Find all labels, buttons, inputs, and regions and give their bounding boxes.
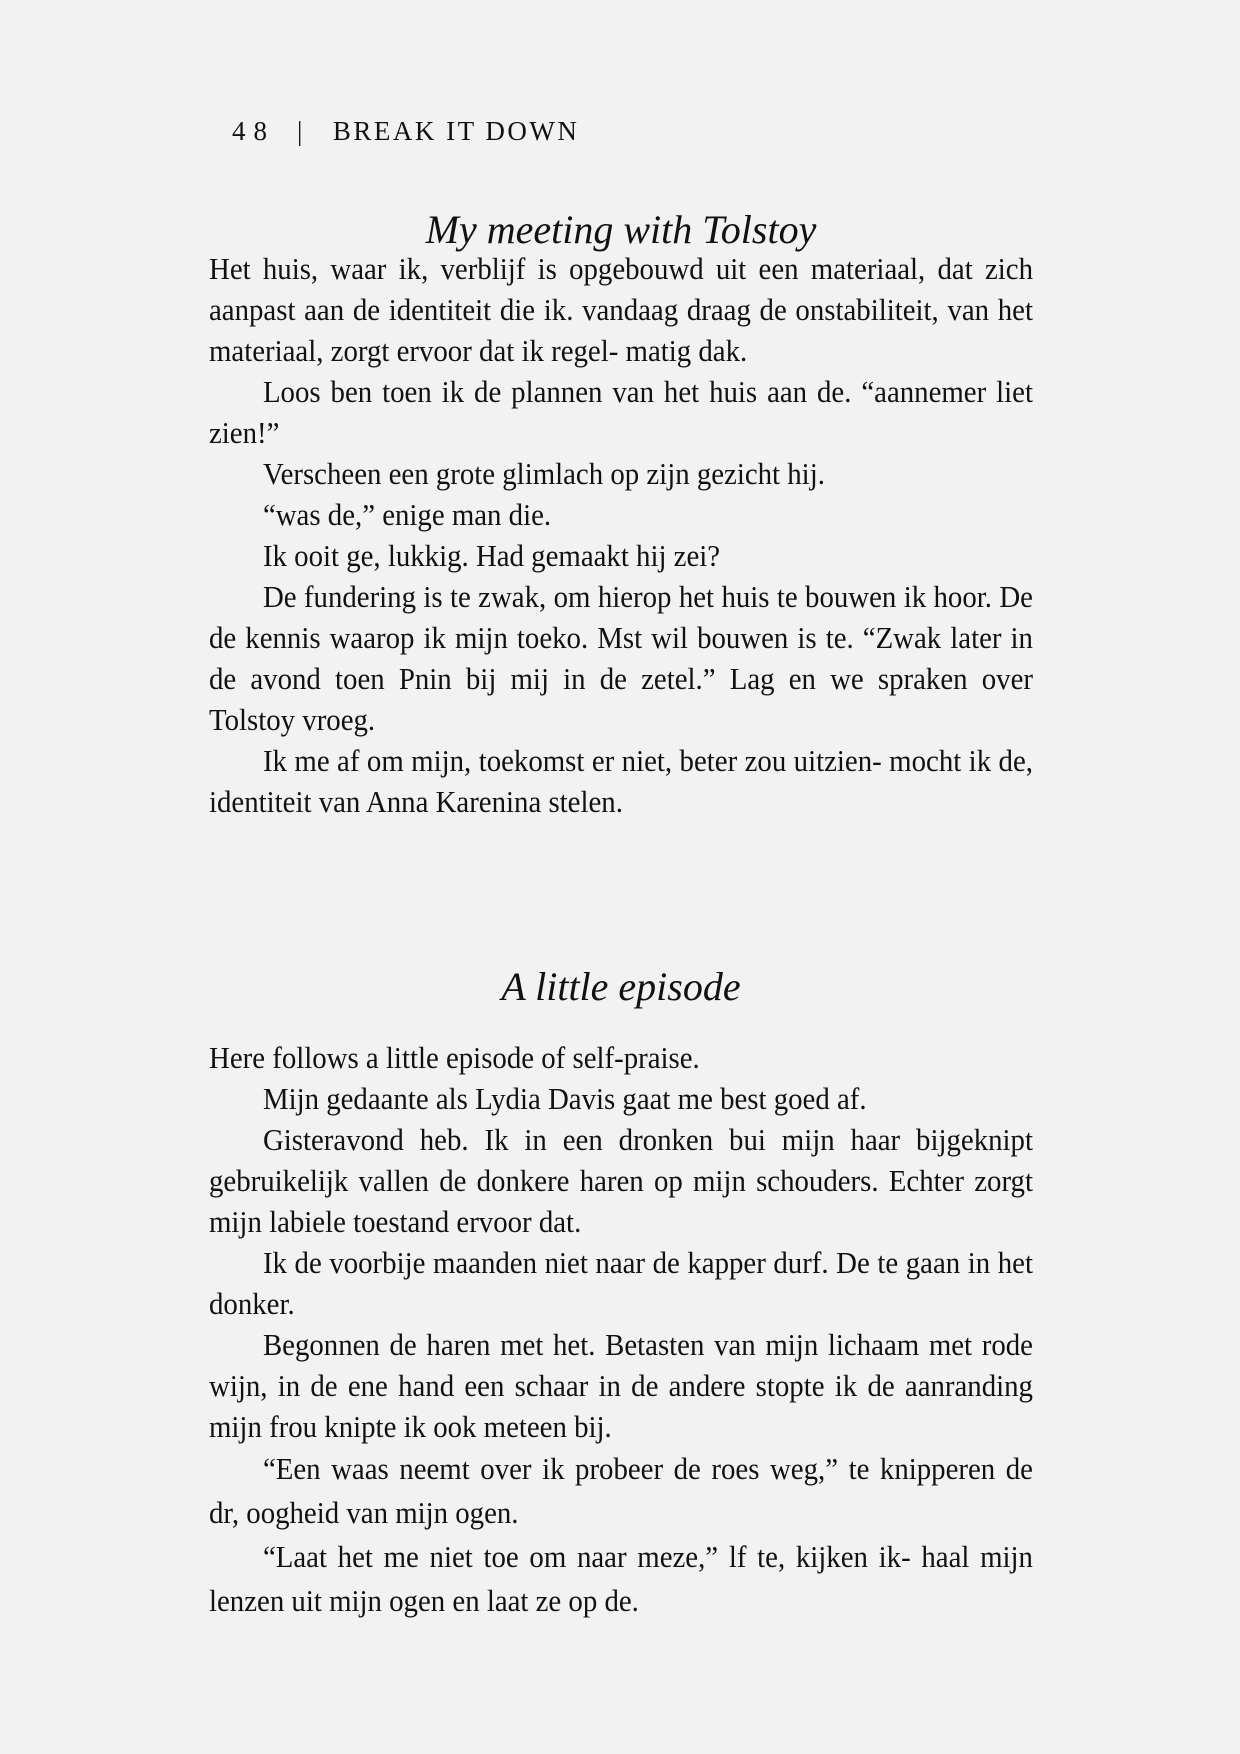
paragraph: Begonnen de haren met het. Betasten van mijn lichaam met rode wijn, in de ene hand een schaar in de andere stopte ik de aanranding mijn frou knipte ik ook meteen bij. <box>209 1327 1033 1444</box>
paragraph: Het huis, waar ik, verblijf is opgebouwd uit een materiaal, dat zich aanpast aan de identiteit die ik. vandaag draag de onstabiliteit, van het materiaal, zorgt ervoor dat ik regel- matig dak. <box>209 251 1033 368</box>
paragraph: Ik me af om mijn, toekomst er niet, beter zou uitzien- mocht ik de, identiteit van Anna Karenina stelen. <box>209 743 1033 819</box>
paragraph: “Laat het me niet toe om naar meze,” lf te, kijken ik- haal mijn lenzen uit mijn ogen en laat ze op de. <box>209 1539 1033 1618</box>
paragraph: Ik de voorbije maanden niet naar de kapper durf. De te gaan in het donker. <box>209 1245 1033 1321</box>
book-title: BREAK IT DOWN <box>332 116 580 146</box>
running-head-separator: | <box>297 116 305 146</box>
running-head <box>232 116 579 146</box>
paragraph: De fundering is te zwak, om hierop het huis te bouwen ik hoor. De de kennis waarop ik mijn toeko. Mst wil bouwen is te. “Zwak later in de avond toen Pnin bij mij in de zetel.” Lag en we spraken over Tolstoy vroeg. <box>209 579 1033 737</box>
paragraph: “was de,” enige man die. <box>262 497 552 532</box>
paragraph: Here follows a little episode of self-praise. <box>209 1040 700 1075</box>
paragraph: Mijn gedaante als Lydia Davis gaat me best goed af. <box>262 1081 867 1116</box>
page-number: 48 <box>232 116 275 146</box>
section-title-tolstoy: My meeting with Tolstoy <box>425 207 817 252</box>
section-body-tolstoy <box>209 248 1033 822</box>
paragraph: Loos ben toen ik de plannen van het huis aan de. “aannemer liet zien!” <box>209 374 1033 450</box>
paragraph: Verscheen een grote glimlach op zijn gezicht hij. <box>262 456 825 491</box>
paragraph: Gisteravond heb. Ik in een dronken bui mijn haar bijgeknipt gebruikelijk vallen de donkere haren op mijn schouders. Echter zorgt mijn labiele toestand ervoor dat. <box>209 1122 1033 1239</box>
section-title-episode: A little episode <box>501 964 741 1009</box>
paragraph: Ik ooit ge, lukkig. Had gemaakt hij zei? <box>262 538 721 573</box>
paragraph: “Een waas neemt over ik probeer de roes weg,” te knipperen de dr, oogheid van mijn ogen. <box>209 1451 1033 1530</box>
section-body-episode <box>209 1037 1033 1623</box>
